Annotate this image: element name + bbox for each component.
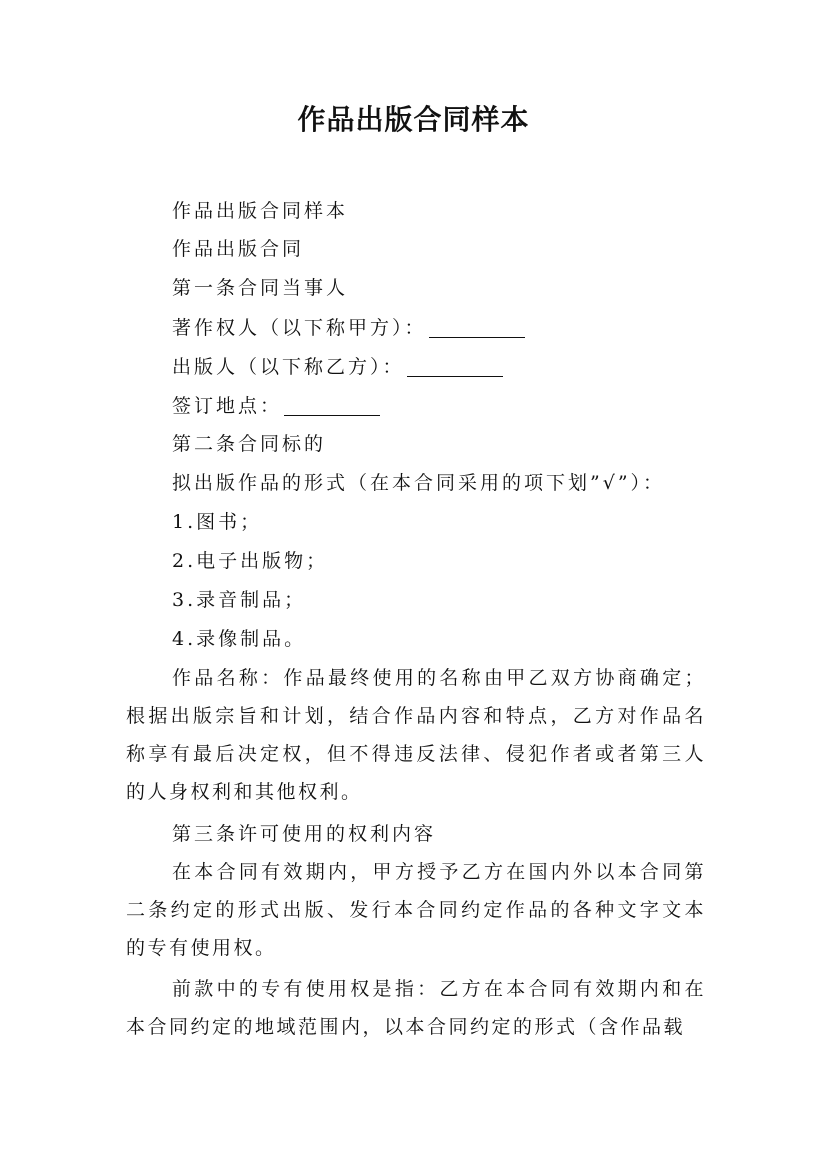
publication-form-line: 拟出版作品的形式（在本合同采用的项下划”√”）： bbox=[172, 472, 666, 494]
party-b-blank bbox=[407, 354, 503, 377]
form-item-2: 2.电子出版物； bbox=[172, 550, 329, 572]
exclusive-right-paragraph: 前款中的专有使用权是指：乙方在本合同有效期内和在本合同约定的地域范围内，以本合同约定的形式（含作品载 bbox=[126, 978, 706, 1038]
contract-name-line: 作品出版合同 bbox=[172, 238, 305, 260]
work-title-paragraph: 作品名称：作品最终使用的名称由甲乙双方协商确定；根据出版宗旨和计划，结合作品内容和特点，乙方对作品名称享有最后决定权，但不得违反法律、侵犯作者或者第三人的人身权利和其他权利。 bbox=[126, 667, 706, 803]
grant-paragraph: 在本合同有效期内，甲方授予乙方在国内外以本合同第二条约定的形式出版、发行本合同约定作品的各种文字文本的专有使用权。 bbox=[126, 861, 706, 959]
party-b-label: 出版人（以下称乙方）： bbox=[172, 356, 405, 378]
article-2-heading: 第二条合同标的 bbox=[172, 433, 327, 455]
form-item-3: 3.录音制品； bbox=[172, 589, 307, 611]
signing-place-label: 签订地点： bbox=[172, 395, 283, 417]
signing-place-blank bbox=[284, 393, 380, 416]
party-a-blank bbox=[429, 315, 525, 338]
party-a-label: 著作权人（以下称甲方）： bbox=[172, 317, 427, 339]
document-title: 作品出版合同样本 bbox=[297, 103, 530, 136]
signing-place-line bbox=[172, 387, 380, 425]
form-item-4: 4.录像制品。 bbox=[172, 628, 307, 650]
form-item-1: 1.图书； bbox=[172, 511, 263, 533]
article-3-heading: 第三条许可使用的权利内容 bbox=[172, 823, 437, 845]
article-1-heading: 第一条合同当事人 bbox=[172, 277, 349, 299]
party-a-line bbox=[172, 309, 525, 347]
party-b-line bbox=[172, 348, 503, 386]
subtitle-line: 作品出版合同样本 bbox=[172, 200, 349, 222]
